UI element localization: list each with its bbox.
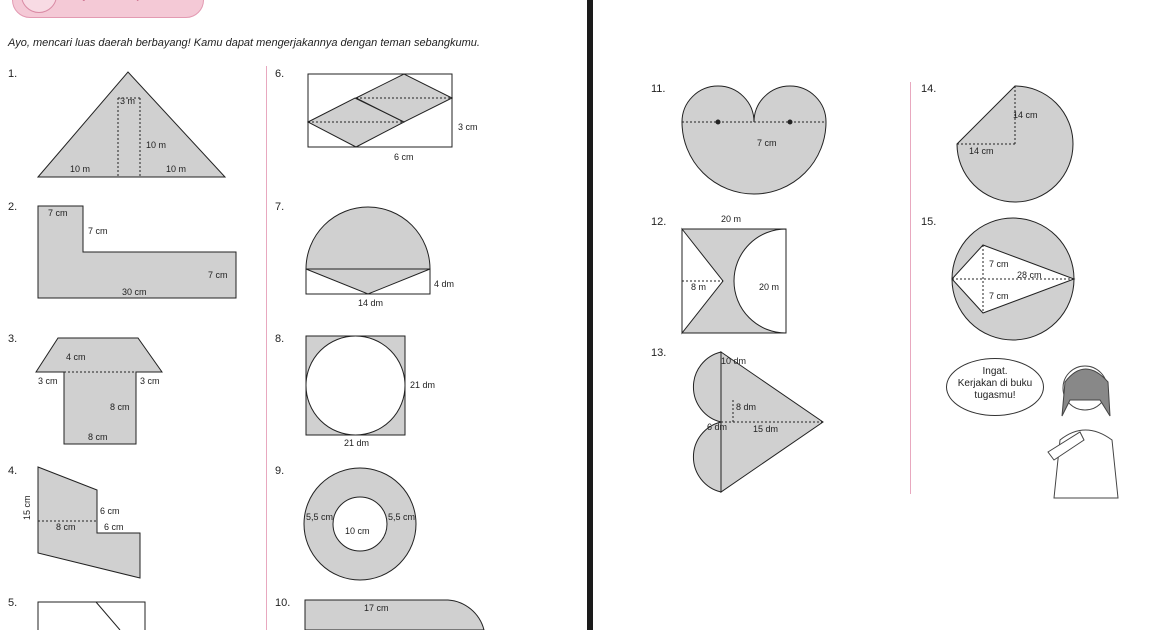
label: 14 cm [969, 146, 994, 156]
label: 21 dm [344, 438, 370, 448]
problem-number: 5. [8, 597, 18, 609]
label: 20 m [759, 282, 780, 292]
problem-number: 3. [8, 333, 18, 345]
label: 3 cm [140, 376, 160, 386]
problem-number: 12. [651, 216, 667, 228]
figure-2 [38, 206, 236, 298]
label: 7 cm [989, 259, 1009, 269]
label: 6 cm [100, 506, 120, 516]
figure-14 [957, 86, 1073, 202]
label: 3 cm [458, 122, 478, 132]
label: 4 cm [66, 352, 86, 362]
label: 15 dm [753, 424, 779, 434]
label: 5,5 cm [306, 512, 334, 522]
label: 20 m [721, 214, 742, 224]
figure-9 [304, 468, 416, 580]
label: 10 cm [345, 526, 370, 536]
figure-12 [682, 229, 786, 333]
label: 15 cm [22, 495, 32, 520]
problem-number: 13. [651, 347, 667, 359]
problem-number: 7. [275, 201, 285, 213]
bubble-line: Kerjakan di buku [957, 378, 1033, 389]
label: 6 dm [707, 422, 728, 432]
speech-bubble [946, 358, 1044, 416]
label: 10 m [146, 140, 167, 150]
problem-number: 11. [651, 83, 666, 95]
problem-number: 1. [8, 68, 18, 80]
figure-1 [38, 72, 225, 177]
bubble-line: tugasmu! [974, 390, 1016, 401]
figure-10 [305, 600, 484, 630]
label: 6 cm [104, 522, 124, 532]
label: 6 cm [394, 152, 414, 162]
girl-illustration-icon [1040, 360, 1135, 500]
figure-11 [682, 86, 826, 194]
label: 30 cm [122, 287, 147, 297]
figure-3 [36, 338, 162, 444]
problem-number: 6. [275, 68, 285, 80]
figure-4 [38, 467, 140, 578]
label: 7 cm [208, 270, 228, 280]
label: 7 cm [48, 208, 68, 218]
label: 14 dm [358, 298, 384, 308]
bubble-line: Ingat. [982, 366, 1008, 377]
label: 7 cm [88, 226, 108, 236]
label: 14 cm [1013, 110, 1038, 120]
right-page [593, 0, 1156, 630]
figure-5 [38, 602, 145, 630]
figure-7 [306, 207, 430, 294]
label: 7 cm [757, 138, 777, 148]
label: 7 cm [989, 291, 1009, 301]
label: 21 dm [410, 380, 436, 390]
label: 3 m [120, 96, 136, 106]
figure-8 [306, 336, 405, 435]
problem-number: 14. [921, 83, 937, 95]
label: 3 cm [38, 376, 58, 386]
label: 5,5 cm [388, 512, 416, 522]
label: 17 cm [364, 603, 389, 613]
label: 10 m [166, 164, 187, 174]
label: 4 dm [434, 279, 455, 289]
problem-number: 4. [8, 465, 18, 477]
label: 8 dm [736, 402, 757, 412]
label: 10 m [70, 164, 91, 174]
problem-number: 10. [275, 597, 291, 609]
figures-right [593, 0, 1156, 630]
label: 8 m [691, 282, 707, 292]
label: 8 cm [110, 402, 130, 412]
label: 8 cm [56, 522, 76, 532]
problem-number: 9. [275, 465, 285, 477]
instruction-text: Ayo, mencari luas daerah berbayang! Kamu dapat mengerjakannya dengan teman sebangkumu. [8, 37, 480, 49]
label: 28 cm [1017, 270, 1042, 280]
problem-number: 15. [921, 216, 937, 228]
figure-6 [308, 74, 452, 147]
figure-15 [952, 218, 1074, 340]
problem-number: 8. [275, 333, 285, 345]
problem-number: 2. [8, 201, 18, 213]
label: 10 dm [721, 356, 747, 366]
label: 8 cm [88, 432, 108, 442]
